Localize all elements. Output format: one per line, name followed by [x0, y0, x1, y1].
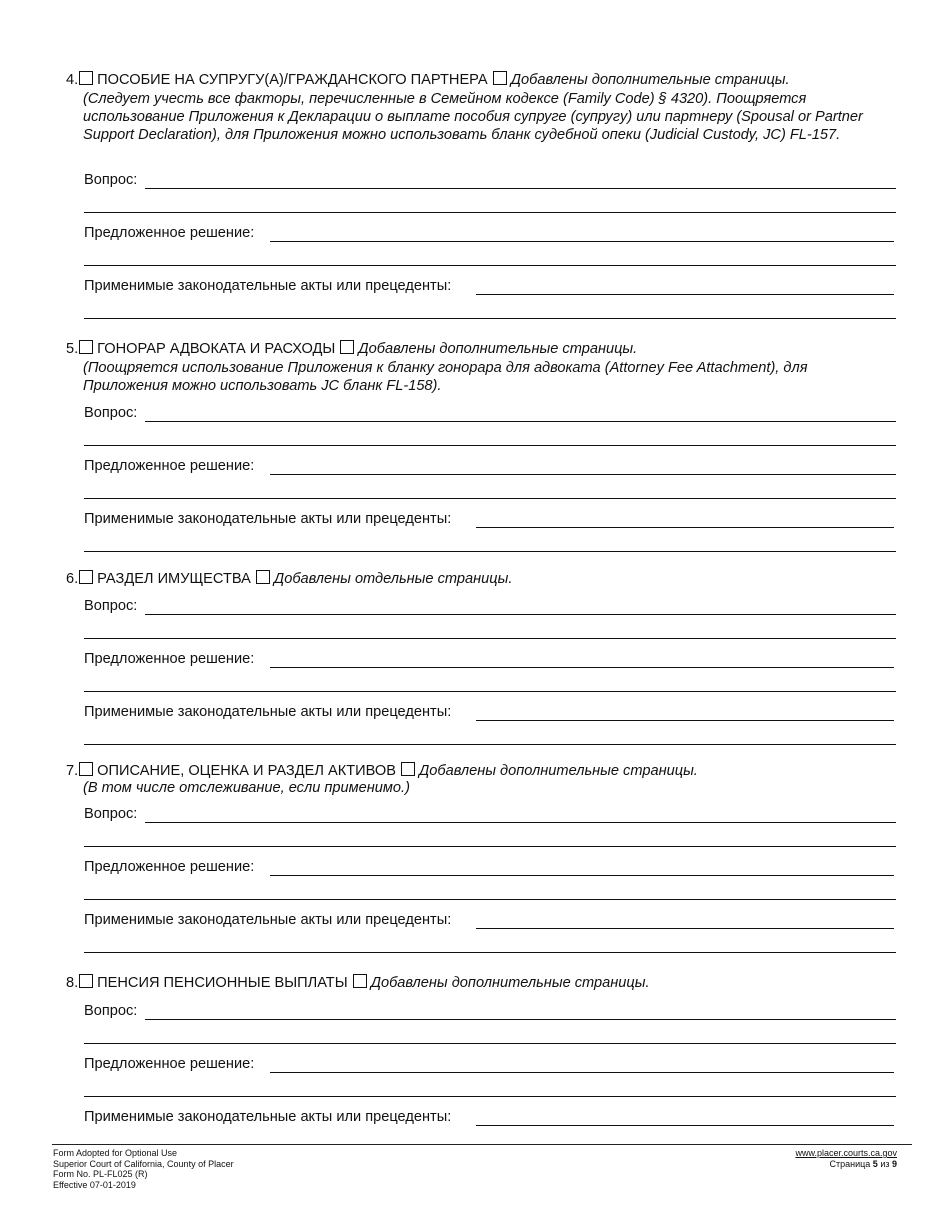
answer-line[interactable] — [84, 846, 896, 847]
proposed-label: Предложенное решение: — [84, 1056, 255, 1072]
proposed-input-line[interactable] — [270, 241, 894, 242]
proposed-input-line[interactable] — [270, 667, 894, 668]
legal-input-line[interactable] — [476, 1125, 894, 1126]
section-title: ПЕНСИЯ ПЕНСИОННЫЕ ВЫПЛАТЫ — [97, 975, 348, 991]
legal-label: Применимые законодательные акты или прецеденты: — [84, 278, 452, 294]
section-6-proposed-field[interactable] — [84, 650, 896, 668]
proposed-input-line[interactable] — [270, 1072, 894, 1073]
page-current: 5 — [872, 1158, 878, 1169]
section-8-question-field[interactable] — [84, 1002, 896, 1020]
section-5-extra-pages-checkbox[interactable] — [340, 340, 354, 354]
section-title: РАЗДЕЛ ИМУЩЕСТВА — [97, 571, 251, 587]
answer-line[interactable] — [84, 498, 896, 499]
section-7-proposed-field[interactable] — [84, 858, 896, 876]
answer-line[interactable] — [84, 744, 896, 745]
proposed-label: Предложенное решение: — [84, 225, 255, 241]
question-label: Вопрос: — [84, 172, 138, 188]
section-8-checkbox[interactable] — [79, 974, 93, 988]
answer-line[interactable] — [84, 1043, 896, 1044]
section-5-checkbox[interactable] — [79, 340, 93, 354]
section-8-extra-pages-checkbox[interactable] — [353, 974, 367, 988]
section-4-question-field[interactable] — [84, 171, 896, 189]
section-4-proposed-field[interactable] — [84, 224, 896, 242]
footer-divider — [52, 1144, 912, 1145]
proposed-input-line[interactable] — [270, 875, 894, 876]
section-6-legal-field[interactable] — [84, 703, 896, 721]
question-input-line[interactable] — [145, 1019, 896, 1020]
section-8-heading — [66, 974, 650, 992]
question-label: Вопрос: — [84, 598, 138, 614]
page-indicator — [795, 1159, 897, 1170]
section-number: 6. — [66, 571, 79, 587]
section-5-legal-field[interactable] — [84, 510, 896, 528]
section-7-checkbox[interactable] — [79, 762, 93, 776]
section-7-extra-pages-checkbox[interactable] — [401, 762, 415, 776]
page-prefix: Страница — [829, 1158, 871, 1169]
section-title: ГОНОРАР АДВОКАТА И РАСХОДЫ — [97, 341, 336, 357]
section-7-legal-field[interactable] — [84, 911, 896, 929]
answer-line[interactable] — [84, 952, 896, 953]
section-7-question-field[interactable] — [84, 805, 896, 823]
extra-pages-label: Добавлены дополнительные страницы. — [510, 72, 790, 88]
question-input-line[interactable] — [145, 614, 896, 615]
answer-line[interactable] — [84, 265, 896, 266]
section-5-proposed-field[interactable] — [84, 457, 896, 475]
extra-pages-label: Добавлены дополнительные страницы. — [419, 763, 698, 779]
section-4-note: (Следует учесть все факторы, перечисленные в Семейном кодексе (Family Code) § 4320). Поощряется использование Приложения к Декларации о выплате пособия супруге (супругу) или партнеру (Spousal or Partner Support Declaration), для Приложения можно использовать бланк судебной опеки (Judicial Custody, JC) FL-157. — [83, 91, 863, 143]
section-6-question-field[interactable] — [84, 597, 896, 615]
question-input-line[interactable] — [145, 188, 896, 189]
legal-label: Применимые законодательные акты или прецеденты: — [84, 912, 452, 928]
page-of: из — [880, 1158, 890, 1169]
section-4-extra-pages-checkbox[interactable] — [493, 71, 507, 85]
proposed-label: Предложенное решение: — [84, 651, 255, 667]
answer-line[interactable] — [84, 318, 896, 319]
section-5-note: (Поощряется использование Приложения к бланку гонорара для адвоката (Attorney Fee Attachment), для Приложения можно использовать JC бланк FL-158). — [83, 360, 808, 394]
section-number: 4. — [66, 72, 79, 88]
answer-line[interactable] — [84, 1096, 896, 1097]
answer-line[interactable] — [84, 899, 896, 900]
answer-line[interactable] — [84, 638, 896, 639]
answer-line[interactable] — [84, 551, 896, 552]
question-label: Вопрос: — [84, 405, 138, 421]
section-8-legal-field[interactable] — [84, 1108, 896, 1126]
footer-adopted: Form Adopted for Optional Use — [53, 1148, 178, 1158]
section-8-proposed-field[interactable] — [84, 1055, 896, 1073]
answer-line[interactable] — [84, 212, 896, 213]
legal-input-line[interactable] — [476, 527, 894, 528]
proposed-label: Предложенное решение: — [84, 458, 255, 474]
section-title: ПОСОБИЕ НА СУПРУГУ(А)/ГРАЖДАНСКОГО ПАРТНЕРА — [97, 72, 488, 88]
section-6-checkbox[interactable] — [79, 570, 93, 584]
section-7-heading — [66, 762, 698, 780]
section-5-heading — [66, 340, 637, 358]
question-input-line[interactable] — [145, 421, 896, 422]
answer-line[interactable] — [84, 445, 896, 446]
section-6-heading — [66, 570, 512, 588]
section-4-checkbox[interactable] — [79, 71, 93, 85]
proposed-label: Предложенное решение: — [84, 859, 255, 875]
section-number: 8. — [66, 975, 79, 991]
legal-label: Применимые законодательные акты или прецеденты: — [84, 1109, 452, 1125]
footer-form-number: Form No. PL-FL025 (R) — [53, 1169, 148, 1179]
footer-court: Superior Court of California, County of Placer — [53, 1158, 234, 1169]
question-label: Вопрос: — [84, 806, 138, 822]
section-number: 5. — [66, 341, 79, 357]
footer-effective-date: Effective 07-01-2019 — [53, 1179, 136, 1190]
question-label: Вопрос: — [84, 1003, 138, 1019]
section-4-heading — [66, 71, 790, 89]
proposed-input-line[interactable] — [270, 474, 896, 475]
extra-pages-label: Добавлены дополнительные страницы. — [358, 341, 638, 357]
legal-input-line[interactable] — [476, 928, 894, 929]
section-7-note: (В том числе отслеживание, если применимо.) — [83, 780, 410, 796]
extra-pages-label: Добавлены отдельные страницы. — [273, 571, 513, 587]
section-4-legal-field[interactable] — [84, 277, 896, 295]
section-title: ОПИСАНИЕ, ОЦЕНКА И РАЗДЕЛ АКТИВОВ — [97, 763, 396, 779]
legal-input-line[interactable] — [476, 720, 894, 721]
section-6-extra-pages-checkbox[interactable] — [256, 570, 270, 584]
section-5-question-field[interactable] — [84, 404, 896, 422]
legal-label: Применимые законодательные акты или прецеденты: — [84, 704, 452, 720]
answer-line[interactable] — [84, 691, 896, 692]
footer-page-info — [795, 1148, 897, 1169]
section-number: 7. — [66, 763, 79, 779]
legal-label: Применимые законодательные акты или прецеденты: — [84, 511, 452, 527]
court-website-link[interactable]: www.placer.courts.ca.gov — [795, 1148, 897, 1158]
legal-input-line[interactable] — [476, 294, 894, 295]
extra-pages-label: Добавлены дополнительные страницы. — [370, 975, 650, 991]
page-total: 9 — [891, 1158, 897, 1169]
footer-form-info — [53, 1148, 234, 1190]
question-input-line[interactable] — [145, 822, 896, 823]
